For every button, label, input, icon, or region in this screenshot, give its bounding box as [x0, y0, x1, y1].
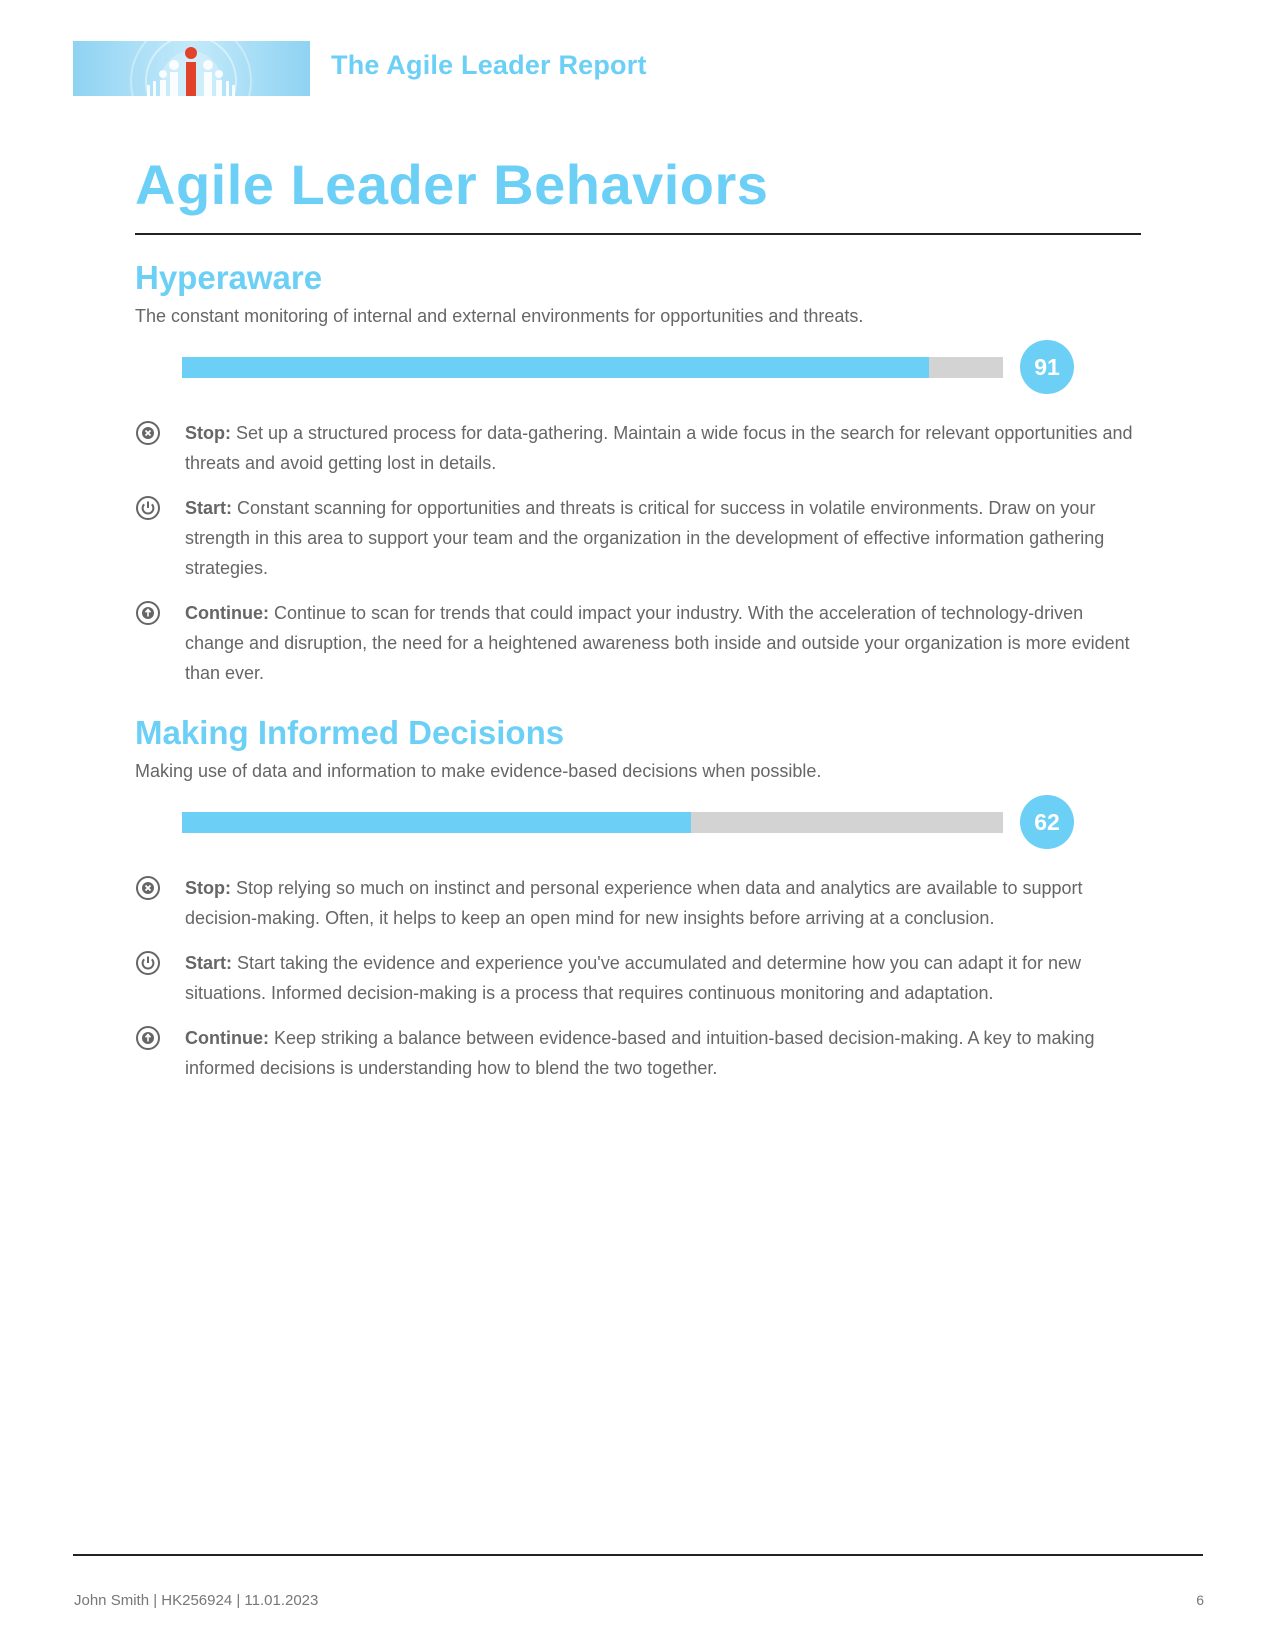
advice-body: Set up a structured process for data-gathering. Maintain a wide focus in the search for relevant opportunities and threats and avoid getting lost in details.	[185, 423, 1133, 473]
advice-body: Constant scanning for opportunities and threats is critical for success in volatile environments. Draw on your strength in this area to support your team and the organization in the development of effective information gathering strategies.	[185, 498, 1105, 578]
score-bar-fill	[182, 357, 929, 378]
advice-body: Start taking the evidence and experience you've accumulated and determine how you can adapt it for new situations. Informed decision-making is a process that requires continuous monitoring and adaptation.	[185, 953, 1081, 1003]
behavior-section-hyperaware	[135, 258, 1145, 703]
score-bar-track	[182, 812, 1003, 833]
stop-icon	[135, 420, 161, 446]
advice-label: Continue:	[185, 1028, 269, 1048]
advice-label: Continue:	[185, 603, 269, 623]
advice-body: Continue to scan for trends that could impact your industry. With the acceleration of technology-driven change and disruption, the need for a heightened awareness both inside and outside your organization is more evident than ever.	[185, 603, 1130, 683]
advice-label: Start:	[185, 498, 233, 518]
title-divider	[135, 233, 1141, 235]
behavior-section-making-informed-decisions	[135, 713, 1145, 1098]
score-bar-track	[182, 357, 1003, 378]
logo-graphic	[73, 41, 310, 96]
advice-item-start	[135, 948, 1145, 1008]
score-badge: 91	[1020, 340, 1074, 394]
advice-body: Stop relying so much on instinct and personal experience when data and analytics are available to support decision-making. Often, it helps to keep an open mind for new insights before arriving at a conclusion.	[185, 878, 1083, 928]
advice-item-stop	[135, 873, 1145, 933]
page-number: 6	[1196, 1592, 1204, 1608]
score-row	[135, 334, 1145, 394]
footer-divider	[73, 1554, 1203, 1556]
score-badge: 62	[1020, 795, 1074, 849]
section-heading: Making Informed Decisions	[135, 714, 565, 751]
page-title: Agile Leader Behaviors	[135, 153, 769, 216]
score-bar-fill	[182, 812, 691, 833]
start-icon	[135, 950, 161, 976]
advice-list	[135, 873, 1145, 1083]
advice-body: Keep striking a balance between evidence-based and intuition-based decision-making. A key to making informed decisions is understanding how to blend the two together.	[185, 1028, 1095, 1078]
continue-icon	[135, 1025, 161, 1051]
footer-info: John Smith | HK256924 | 11.01.2023	[74, 1592, 319, 1609]
advice-item-continue	[135, 598, 1145, 688]
report-logo	[73, 41, 310, 96]
continue-icon	[135, 600, 161, 626]
start-icon	[135, 495, 161, 521]
section-heading: Hyperaware	[135, 259, 323, 296]
stop-icon	[135, 875, 161, 901]
advice-item-continue	[135, 1023, 1145, 1083]
advice-label: Start:	[185, 953, 233, 973]
section-description: Making use of data and information to make evidence-based decisions when possible.	[135, 761, 822, 781]
advice-list	[135, 418, 1145, 688]
advice-label: Stop:	[185, 423, 231, 443]
score-row	[135, 789, 1145, 849]
advice-item-stop	[135, 418, 1145, 478]
advice-label: Stop:	[185, 878, 231, 898]
report-title: The Agile Leader Report	[331, 50, 647, 80]
advice-item-start	[135, 493, 1145, 583]
section-description: The constant monitoring of internal and external environments for opportunities and threats.	[135, 306, 864, 326]
